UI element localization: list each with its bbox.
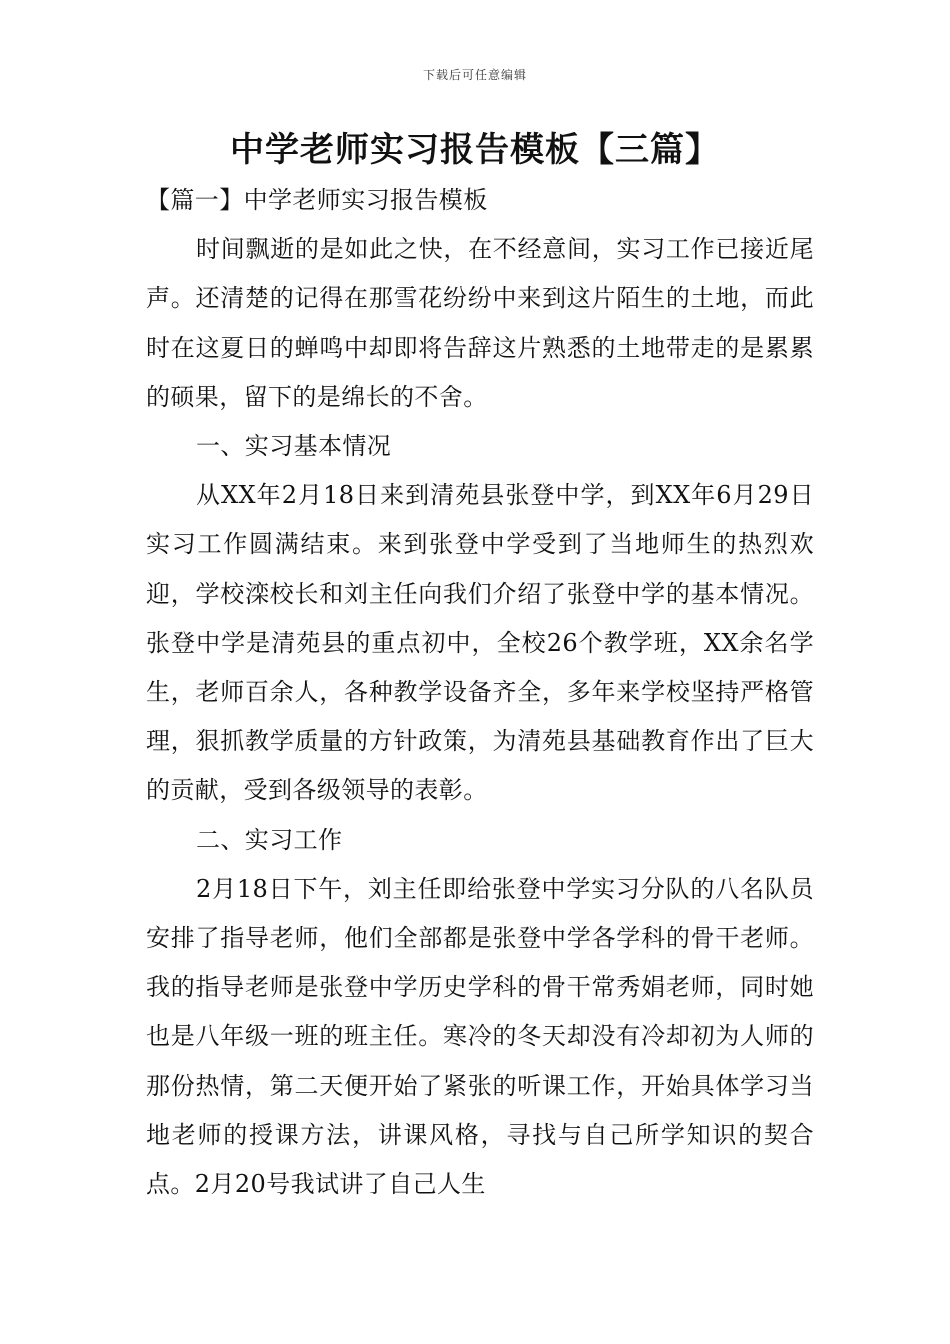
subheading-basic-situation: 一、实习基本情况 <box>196 432 392 461</box>
subheading-internship-work: 二、实习工作 <box>196 825 343 854</box>
paragraph-intro: 时间飘逝的是如此之快，在不经意间，实习工作已接近尾声。还清楚的记得在那雪花纷纷中来到这片陌生的土地，而此时在这夏日的蝉鸣中却即将告辞这片熟悉的土地带走的是累累的硕果，留下的是绵长的不舍。 <box>146 235 814 411</box>
paragraph-basic-situation: 从XX年2月18日来到清苑县张登中学，到XX年6月29日实习工作圆满结束。来到张登中学受到了当地师生的热烈欢迎，学校滦校长和刘主任向我们介绍了张登中学的基本情况。张登中学是清苑县的重点初中，全校26个教学班，XX余名学生，老师百余人，各种教学设备齐全，多年来学校坚持严格管理，狠抓教学质量的方针政策，为清苑县基础教育作出了巨大的贡献，受到各级领导的表彰。 <box>146 481 814 805</box>
document-title: 中学老师实习报告模板【三篇】 <box>230 130 720 170</box>
document-body <box>146 176 814 1209</box>
header-note: 下载后可任意编辑 <box>422 68 527 82</box>
paragraph-internship-work: 2月18日下午，刘主任即给张登中学实习分队的八名队员安排了指导老师，他们全部都是张登中学各学科的骨干老师。我的指导老师是张登中学历史学科的骨干常秀娟老师，同时她也是八年级一班的班主任。寒冷的冬天却没有冷却初为人师的那份热情，第二天便开始了紧张的听课工作，开始具体学习当地老师的授课方法，讲课风格，寻找与自己所学知识的契合点。2月20号我试讲了自己人生 <box>146 874 814 1199</box>
section-heading: 【篇一】中学老师实习报告模板 <box>146 186 488 214</box>
